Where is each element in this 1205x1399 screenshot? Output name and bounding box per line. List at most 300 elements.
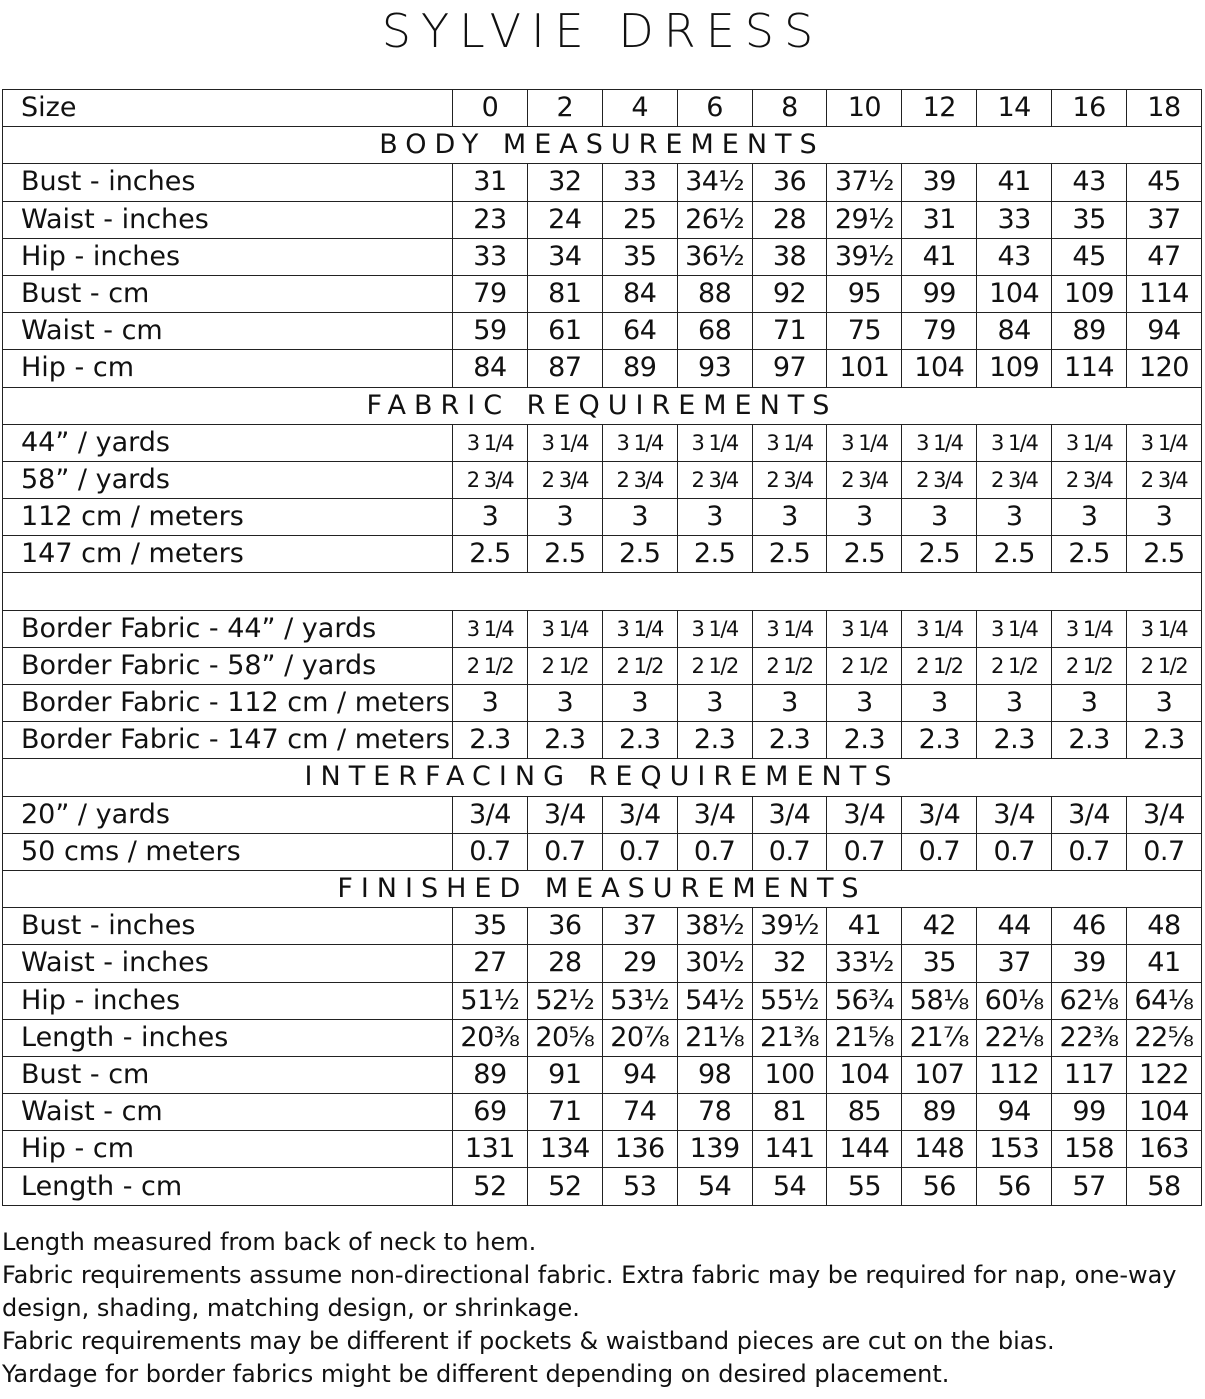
- value-cell: 97: [752, 350, 827, 387]
- size-header-row: [3, 90, 1202, 127]
- value-cell: 39: [902, 164, 977, 201]
- row-label: Hip - cm: [3, 350, 453, 387]
- value-cell: 144: [827, 1131, 902, 1168]
- value-cell: 45: [1127, 164, 1202, 201]
- value-cell: 3 1/4: [827, 610, 902, 647]
- value-cell: 3: [902, 499, 977, 536]
- value-cell: 3 1/4: [602, 610, 677, 647]
- value-cell: 3: [752, 685, 827, 722]
- value-cell: 43: [1052, 164, 1127, 201]
- value-cell: 120: [1127, 350, 1202, 387]
- value-cell: 2 3/4: [1127, 461, 1202, 498]
- row-label: Bust - cm: [3, 1056, 453, 1093]
- section-heading: BODY MEASUREMENTS: [3, 127, 1202, 164]
- value-cell: 2.3: [752, 722, 827, 759]
- value-cell: 47: [1127, 238, 1202, 275]
- value-cell: 0.7: [902, 833, 977, 870]
- value-cell: 28: [527, 945, 602, 982]
- value-cell: 3 1/4: [827, 424, 902, 461]
- value-cell: 89: [602, 350, 677, 387]
- value-cell: 3/4: [602, 796, 677, 833]
- row-label: 58” / yards: [3, 461, 453, 498]
- value-cell: 36½: [677, 238, 752, 275]
- value-cell: 136: [602, 1131, 677, 1168]
- note-length: Length measured from back of neck to hem.: [2, 1228, 537, 1256]
- value-cell: 0.7: [977, 833, 1052, 870]
- table-row: [3, 164, 1202, 201]
- value-cell: 3: [602, 499, 677, 536]
- value-cell: 27: [453, 945, 528, 982]
- value-cell: 84: [977, 313, 1052, 350]
- value-cell: 3: [977, 685, 1052, 722]
- value-cell: 25: [602, 201, 677, 238]
- value-cell: 84: [602, 275, 677, 312]
- value-cell: 32: [752, 945, 827, 982]
- value-cell: 3 1/4: [602, 424, 677, 461]
- value-cell: 22⅛: [977, 1019, 1052, 1056]
- value-cell: 45: [1052, 238, 1127, 275]
- table-row: [3, 647, 1202, 684]
- value-cell: 3 1/4: [1052, 424, 1127, 461]
- value-cell: 30½: [677, 945, 752, 982]
- value-cell: 43: [977, 238, 1052, 275]
- value-cell: 53½: [602, 982, 677, 1019]
- value-cell: 84: [453, 350, 528, 387]
- value-cell: 109: [1052, 275, 1127, 312]
- row-label: 20” / yards: [3, 796, 453, 833]
- value-cell: 3: [902, 685, 977, 722]
- row-label: Border Fabric - 112 cm / meters: [3, 685, 453, 722]
- size-header-cell: 2: [527, 90, 602, 127]
- table-row: [3, 1168, 1202, 1205]
- value-cell: 3/4: [527, 796, 602, 833]
- value-cell: 2 1/2: [752, 647, 827, 684]
- value-cell: 3: [453, 685, 528, 722]
- value-cell: 117: [1052, 1056, 1127, 1093]
- value-cell: 64⅛: [1127, 982, 1202, 1019]
- value-cell: 2 1/2: [902, 647, 977, 684]
- value-cell: 89: [902, 1094, 977, 1131]
- value-cell: 3 1/4: [752, 424, 827, 461]
- value-cell: 3 1/4: [453, 610, 528, 647]
- value-cell: 56: [977, 1168, 1052, 1205]
- row-label: Bust - inches: [3, 908, 453, 945]
- value-cell: 52½: [527, 982, 602, 1019]
- value-cell: 41: [977, 164, 1052, 201]
- value-cell: 94: [1127, 313, 1202, 350]
- section-heading-row: [3, 387, 1202, 424]
- value-cell: 58⅛: [902, 982, 977, 1019]
- value-cell: 20⅜: [453, 1019, 528, 1056]
- value-cell: 107: [902, 1056, 977, 1093]
- value-cell: 158: [1052, 1131, 1127, 1168]
- value-cell: 148: [902, 1131, 977, 1168]
- row-label: Waist - cm: [3, 313, 453, 350]
- size-header-label: Size: [3, 90, 453, 127]
- value-cell: 87: [527, 350, 602, 387]
- value-cell: 56¾: [827, 982, 902, 1019]
- value-cell: 2 1/2: [527, 647, 602, 684]
- value-cell: 52: [527, 1168, 602, 1205]
- value-cell: 3 1/4: [677, 424, 752, 461]
- row-label: 147 cm / meters: [3, 536, 453, 573]
- value-cell: 79: [902, 313, 977, 350]
- value-cell: 141: [752, 1131, 827, 1168]
- value-cell: 2.5: [1052, 536, 1127, 573]
- value-cell: 71: [527, 1094, 602, 1131]
- value-cell: 37: [977, 945, 1052, 982]
- value-cell: 85: [827, 1094, 902, 1131]
- size-header-cell: 12: [902, 90, 977, 127]
- value-cell: 2.5: [602, 536, 677, 573]
- value-cell: 81: [527, 275, 602, 312]
- row-label: Border Fabric - 58” / yards: [3, 647, 453, 684]
- value-cell: 0.7: [527, 833, 602, 870]
- size-header-cell: 6: [677, 90, 752, 127]
- value-cell: 2 3/4: [977, 461, 1052, 498]
- value-cell: 2 1/2: [602, 647, 677, 684]
- value-cell: 20⅞: [602, 1019, 677, 1056]
- value-cell: 22⅝: [1127, 1019, 1202, 1056]
- table-row: [3, 275, 1202, 312]
- value-cell: 39½: [827, 238, 902, 275]
- value-cell: 104: [827, 1056, 902, 1093]
- value-cell: 41: [902, 238, 977, 275]
- row-label: Border Fabric - 44” / yards: [3, 610, 453, 647]
- table-row: [3, 313, 1202, 350]
- value-cell: 134: [527, 1131, 602, 1168]
- value-cell: 2.3: [1127, 722, 1202, 759]
- value-cell: 35: [902, 945, 977, 982]
- value-cell: 33½: [827, 945, 902, 982]
- value-cell: 36: [527, 908, 602, 945]
- value-cell: 3: [527, 499, 602, 536]
- value-cell: 2.3: [902, 722, 977, 759]
- note-border-fabric: Yardage for border fabrics might be different depending on desired placement.: [2, 1360, 950, 1388]
- value-cell: 2.5: [527, 536, 602, 573]
- value-cell: 2.3: [677, 722, 752, 759]
- value-cell: 37: [602, 908, 677, 945]
- value-cell: 41: [827, 908, 902, 945]
- value-cell: 153: [977, 1131, 1052, 1168]
- section-heading-row: [3, 573, 1202, 610]
- value-cell: 48: [1127, 908, 1202, 945]
- value-cell: 0.7: [453, 833, 528, 870]
- value-cell: 3: [677, 499, 752, 536]
- value-cell: 2 1/2: [453, 647, 528, 684]
- value-cell: 104: [977, 275, 1052, 312]
- value-cell: 29½: [827, 201, 902, 238]
- value-cell: 112: [977, 1056, 1052, 1093]
- table-row: [3, 238, 1202, 275]
- value-cell: 21⅞: [902, 1019, 977, 1056]
- value-cell: 89: [453, 1056, 528, 1093]
- value-cell: 36: [752, 164, 827, 201]
- value-cell: 37½: [827, 164, 902, 201]
- row-label: Length - cm: [3, 1168, 453, 1205]
- value-cell: 3 1/4: [902, 610, 977, 647]
- value-cell: 3: [677, 685, 752, 722]
- row-label: Border Fabric - 147 cm / meters: [3, 722, 453, 759]
- value-cell: 91: [527, 1056, 602, 1093]
- value-cell: 3: [827, 685, 902, 722]
- value-cell: 3: [977, 499, 1052, 536]
- value-cell: 64: [602, 313, 677, 350]
- value-cell: 163: [1127, 1131, 1202, 1168]
- value-cell: 68: [677, 313, 752, 350]
- value-cell: 2 3/4: [902, 461, 977, 498]
- value-cell: 3: [602, 685, 677, 722]
- table-row: [3, 945, 1202, 982]
- value-cell: 39½: [752, 908, 827, 945]
- value-cell: 2 3/4: [527, 461, 602, 498]
- value-cell: 3/4: [1127, 796, 1202, 833]
- table-row: [3, 796, 1202, 833]
- value-cell: 3: [827, 499, 902, 536]
- value-cell: 88: [677, 275, 752, 312]
- value-cell: 35: [602, 238, 677, 275]
- value-cell: 3/4: [1052, 796, 1127, 833]
- value-cell: 100: [752, 1056, 827, 1093]
- value-cell: 61: [527, 313, 602, 350]
- value-cell: 104: [902, 350, 977, 387]
- value-cell: 0.7: [752, 833, 827, 870]
- note-fabric-bias: Fabric requirements may be different if pockets & waistband pieces are cut on the bias.: [2, 1327, 1055, 1355]
- value-cell: 38½: [677, 908, 752, 945]
- value-cell: 114: [1052, 350, 1127, 387]
- value-cell: 3: [752, 499, 827, 536]
- value-cell: 3/4: [752, 796, 827, 833]
- value-cell: 2.3: [453, 722, 528, 759]
- value-cell: 3: [1127, 499, 1202, 536]
- value-cell: 3 1/4: [752, 610, 827, 647]
- value-cell: 3: [1127, 685, 1202, 722]
- value-cell: 2 1/2: [1052, 647, 1127, 684]
- value-cell: 31: [902, 201, 977, 238]
- value-cell: 55½: [752, 982, 827, 1019]
- value-cell: 33: [453, 238, 528, 275]
- value-cell: 2 3/4: [827, 461, 902, 498]
- table-row: [3, 1094, 1202, 1131]
- value-cell: 31: [453, 164, 528, 201]
- value-cell: 44: [977, 908, 1052, 945]
- value-cell: 35: [1052, 201, 1127, 238]
- value-cell: 0.7: [1052, 833, 1127, 870]
- value-cell: 3 1/4: [1127, 610, 1202, 647]
- value-cell: 109: [977, 350, 1052, 387]
- section-heading-row: [3, 870, 1202, 907]
- value-cell: 3 1/4: [977, 424, 1052, 461]
- value-cell: 3 1/4: [677, 610, 752, 647]
- section-heading: INTERFACING REQUIREMENTS: [3, 759, 1202, 796]
- notes: [2, 1226, 1202, 1391]
- value-cell: 131: [453, 1131, 528, 1168]
- size-header-cell: 8: [752, 90, 827, 127]
- size-header-cell: 4: [602, 90, 677, 127]
- value-cell: 32: [527, 164, 602, 201]
- row-label: Waist - cm: [3, 1094, 453, 1131]
- size-header-cell: 14: [977, 90, 1052, 127]
- size-header-cell: 16: [1052, 90, 1127, 127]
- value-cell: 2.5: [902, 536, 977, 573]
- value-cell: 2.3: [977, 722, 1052, 759]
- value-cell: 58: [1127, 1168, 1202, 1205]
- value-cell: 54: [752, 1168, 827, 1205]
- value-cell: 2.5: [1127, 536, 1202, 573]
- value-cell: 3 1/4: [1052, 610, 1127, 647]
- row-label: Hip - inches: [3, 238, 453, 275]
- table-row: [3, 1056, 1202, 1093]
- value-cell: 2.3: [602, 722, 677, 759]
- value-cell: 23: [453, 201, 528, 238]
- value-cell: 79: [453, 275, 528, 312]
- size-chart-table: [2, 89, 1202, 1206]
- value-cell: 2 3/4: [1052, 461, 1127, 498]
- value-cell: 99: [902, 275, 977, 312]
- table-row: [3, 350, 1202, 387]
- section-spacer: [3, 573, 1202, 610]
- value-cell: 2 3/4: [677, 461, 752, 498]
- value-cell: 3/4: [977, 796, 1052, 833]
- value-cell: 0.7: [677, 833, 752, 870]
- value-cell: 53: [602, 1168, 677, 1205]
- size-header-cell: 0: [453, 90, 528, 127]
- table-row: [3, 461, 1202, 498]
- value-cell: 29: [602, 945, 677, 982]
- value-cell: 52: [453, 1168, 528, 1205]
- value-cell: 21⅜: [752, 1019, 827, 1056]
- value-cell: 75: [827, 313, 902, 350]
- size-header-cell: 10: [827, 90, 902, 127]
- value-cell: 3: [1052, 499, 1127, 536]
- value-cell: 3 1/4: [527, 610, 602, 647]
- value-cell: 2 1/2: [977, 647, 1052, 684]
- value-cell: 89: [1052, 313, 1127, 350]
- section-heading: FINISHED MEASUREMENTS: [3, 870, 1202, 907]
- table-row: [3, 908, 1202, 945]
- value-cell: 78: [677, 1094, 752, 1131]
- value-cell: 2.5: [453, 536, 528, 573]
- value-cell: 54: [677, 1168, 752, 1205]
- table-row: [3, 201, 1202, 238]
- table-row: [3, 610, 1202, 647]
- value-cell: 24: [527, 201, 602, 238]
- section-heading: FABRIC REQUIREMENTS: [3, 387, 1202, 424]
- value-cell: 42: [902, 908, 977, 945]
- value-cell: 3/4: [902, 796, 977, 833]
- value-cell: 57: [1052, 1168, 1127, 1205]
- value-cell: 55: [827, 1168, 902, 1205]
- table-row: [3, 424, 1202, 461]
- row-label: 112 cm / meters: [3, 499, 453, 536]
- value-cell: 104: [1127, 1094, 1202, 1131]
- value-cell: 3/4: [453, 796, 528, 833]
- value-cell: 2.5: [827, 536, 902, 573]
- row-label: Bust - cm: [3, 275, 453, 312]
- table-row: [3, 536, 1202, 573]
- row-label: Length - inches: [3, 1019, 453, 1056]
- value-cell: 101: [827, 350, 902, 387]
- section-heading-row: [3, 759, 1202, 796]
- row-label: Hip - cm: [3, 1131, 453, 1168]
- value-cell: 122: [1127, 1056, 1202, 1093]
- value-cell: 3 1/4: [453, 424, 528, 461]
- value-cell: 46: [1052, 908, 1127, 945]
- value-cell: 92: [752, 275, 827, 312]
- value-cell: 74: [602, 1094, 677, 1131]
- value-cell: 60⅛: [977, 982, 1052, 1019]
- value-cell: 21⅛: [677, 1019, 752, 1056]
- value-cell: 2 1/2: [827, 647, 902, 684]
- value-cell: 139: [677, 1131, 752, 1168]
- value-cell: 71: [752, 313, 827, 350]
- value-cell: 21⅝: [827, 1019, 902, 1056]
- value-cell: 34: [527, 238, 602, 275]
- value-cell: 51½: [453, 982, 528, 1019]
- value-cell: 3 1/4: [1127, 424, 1202, 461]
- value-cell: 56: [902, 1168, 977, 1205]
- value-cell: 2 3/4: [453, 461, 528, 498]
- value-cell: 2.3: [1052, 722, 1127, 759]
- note-fabric-direction: Fabric requirements assume non-directional fabric. Extra fabric may be required for nap, one-way design, shading, matching design, or shrinkage.: [2, 1261, 1177, 1322]
- value-cell: 2.3: [527, 722, 602, 759]
- value-cell: 22⅜: [1052, 1019, 1127, 1056]
- value-cell: 2.5: [677, 536, 752, 573]
- value-cell: 2 1/2: [677, 647, 752, 684]
- value-cell: 2 3/4: [602, 461, 677, 498]
- value-cell: 99: [1052, 1094, 1127, 1131]
- value-cell: 38: [752, 238, 827, 275]
- value-cell: 54½: [677, 982, 752, 1019]
- value-cell: 3 1/4: [527, 424, 602, 461]
- value-cell: 28: [752, 201, 827, 238]
- value-cell: 3: [527, 685, 602, 722]
- value-cell: 2 3/4: [752, 461, 827, 498]
- table-row: [3, 1019, 1202, 1056]
- table-row: [3, 685, 1202, 722]
- value-cell: 3 1/4: [977, 610, 1052, 647]
- value-cell: 2.5: [977, 536, 1052, 573]
- value-cell: 93: [677, 350, 752, 387]
- value-cell: 114: [1127, 275, 1202, 312]
- value-cell: 35: [453, 908, 528, 945]
- value-cell: 59: [453, 313, 528, 350]
- value-cell: 81: [752, 1094, 827, 1131]
- value-cell: 33: [602, 164, 677, 201]
- value-cell: 3 1/4: [902, 424, 977, 461]
- value-cell: 62⅛: [1052, 982, 1127, 1019]
- value-cell: 3/4: [677, 796, 752, 833]
- size-header-cell: 18: [1127, 90, 1202, 127]
- value-cell: 3: [1052, 685, 1127, 722]
- value-cell: 0.7: [827, 833, 902, 870]
- section-heading-row: [3, 127, 1202, 164]
- value-cell: 2 1/2: [1127, 647, 1202, 684]
- size-chart-body: [3, 90, 1202, 1206]
- row-label: Bust - inches: [3, 164, 453, 201]
- value-cell: 69: [453, 1094, 528, 1131]
- value-cell: 34½: [677, 164, 752, 201]
- table-row: [3, 499, 1202, 536]
- table-row: [3, 982, 1202, 1019]
- value-cell: 20⅝: [527, 1019, 602, 1056]
- value-cell: 95: [827, 275, 902, 312]
- value-cell: 33: [977, 201, 1052, 238]
- row-label: 44” / yards: [3, 424, 453, 461]
- row-label: Hip - inches: [3, 982, 453, 1019]
- value-cell: 94: [977, 1094, 1052, 1131]
- table-row: [3, 1131, 1202, 1168]
